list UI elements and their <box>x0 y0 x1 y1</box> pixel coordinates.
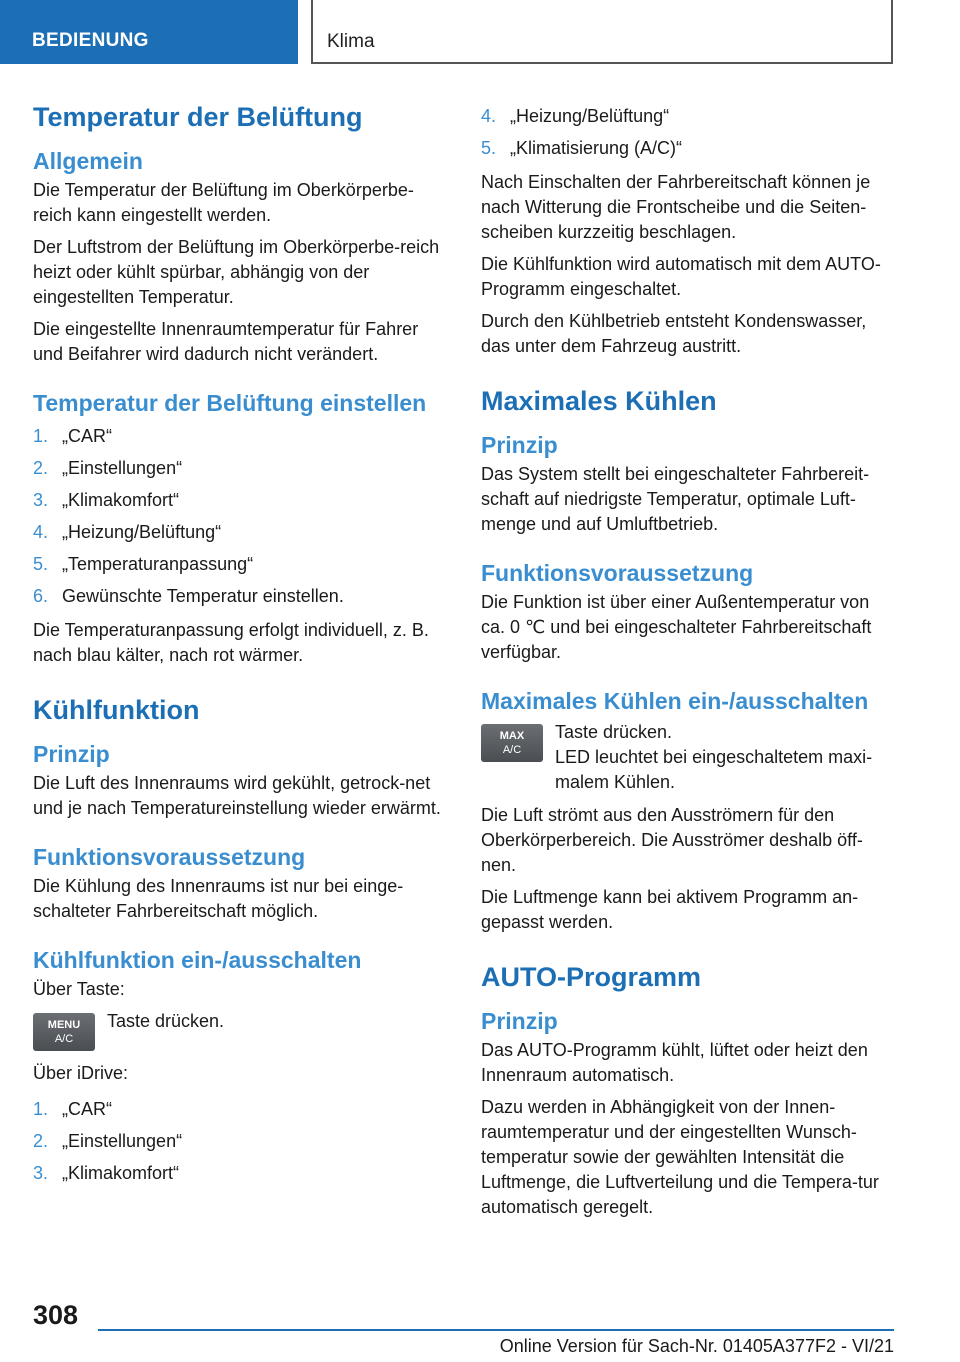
chapter-title: Klima <box>327 31 375 52</box>
page-number: 308 <box>33 1300 79 1330</box>
heading-allgemein: Allgemein <box>33 148 143 174</box>
heading-maximales-kuehlen: Maximales Kühlen <box>481 386 717 416</box>
paragraph: Die Luft strömt aus den Ausströmern für den Oberkörperbereich. Die Ausströmer deshalb öff-nen. <box>481 805 863 875</box>
paragraph: Das AUTO-Programm kühlt, lüftet oder heizt den Innenraum automatisch. <box>481 1040 868 1085</box>
heading-temperatur-belueftung: Temperatur der Belüftung <box>33 102 363 132</box>
steps-list-idrive <box>33 1093 447 1189</box>
paragraph: Dazu werden in Abhängigkeit von der Innen-raumtemperatur und der eingestellten Wunsch-temperatur sowie der gewählten Intensität die Luftmenge, die Luftverteilung und die Tempera-tur automatisch geregelt. <box>481 1097 879 1217</box>
paragraph: Der Luftstrom der Belüftung im Oberkörperbe-reich heizt oder kühlt spürbar, abhängig von der eingestellten Temperatur. <box>33 237 440 307</box>
heading-funktionsvoraussetzung: Funktionsvoraussetzung <box>481 560 754 586</box>
heading-kuehlfunktion-schalten: Kühlfunktion ein-/ausschalten <box>33 947 362 973</box>
heading-prinzip: Prinzip <box>481 432 558 458</box>
list-item: 2. „Einstellungen“ <box>33 1131 183 1151</box>
heading-einstellen: Temperatur der Belüftung einstellen <box>33 390 427 416</box>
paragraph: Die eingestellte Innenraumtemperatur für Fahrer und Beifahrer wird dadurch nicht verändert. <box>33 319 419 364</box>
heading-kuehlfunktion: Kühlfunktion <box>33 695 200 725</box>
online-version-text: Online Version für Sach-Nr. 01405A377F2 - VI/21 <box>499 1336 894 1356</box>
button-instruction-text: Taste drücken. <box>555 722 673 742</box>
button-instruction <box>33 1009 447 1053</box>
list-item: 4. „Heizung/Belüftung“ <box>481 106 670 126</box>
paragraph: Die Luft des Innenraums wird gekühlt, getrock-net und je nach Temperatureinstellung wieder erwärmt. <box>33 773 441 818</box>
list-item: 2. „Einstellungen“ <box>33 458 183 478</box>
paragraph: Das System stellt bei eingeschalteter Fahrbereit-schaft auf niedrigste Temperatur, optimale Luft-menge und auf Umluftbetrieb. <box>481 464 870 534</box>
heading-maximales-kuehlen-schalten: Maximales Kühlen ein-/ausschalten <box>481 688 869 714</box>
paragraph: Die Temperatur der Belüftung im Oberkörperbe-reich kann eingestellt werden. <box>33 180 414 225</box>
paragraph: Über Taste: <box>33 979 125 999</box>
right-column <box>481 100 895 1227</box>
led-text: LED leuchtet bei eingeschaltetem maxi-malem Kühlen. <box>555 747 873 792</box>
paragraph: Über iDrive: <box>33 1063 129 1083</box>
paragraph: Die Kühlfunktion wird automatisch mit dem AUTO-Programm eingeschaltet. <box>481 254 881 299</box>
button-instruction <box>481 720 895 795</box>
max-ac-button-icon: MAX A/C <box>481 724 543 762</box>
paragraph: Die Temperaturanpassung erfolgt individuell, z. B. nach blau kälter, nach rot wärmer. <box>33 620 429 665</box>
list-item: 5. „Temperaturanpassung“ <box>33 554 254 574</box>
left-column <box>33 100 447 1195</box>
header-section-tab <box>0 0 298 64</box>
paragraph: Die Funktion ist über einer Außentemperatur von ca. 0 ℃ und bei eingeschalteter Fahrbereitschaft verfügbar. <box>481 592 872 662</box>
list-item: 3. „Klimakomfort“ <box>33 1163 180 1183</box>
steps-list-continued <box>481 100 895 164</box>
footer-divider <box>98 1329 894 1331</box>
header-chapter-box <box>311 0 893 64</box>
heading-auto-programm: AUTO-Programm <box>481 962 702 992</box>
heading-prinzip: Prinzip <box>481 1008 558 1034</box>
paragraph: Die Luftmenge kann bei aktivem Programm an-gepasst werden. <box>481 887 859 932</box>
steps-list-einstellen <box>33 420 447 612</box>
section-title: BEDIENUNG <box>32 30 149 51</box>
list-item: 6. Gewünschte Temperatur einstellen. <box>33 586 344 606</box>
list-item: 4. „Heizung/Belüftung“ <box>33 522 222 542</box>
heading-prinzip: Prinzip <box>33 741 110 767</box>
list-item: 5. „Klimatisierung (A/C)“ <box>481 138 683 158</box>
menu-ac-button-icon: MENU A/C <box>33 1013 95 1051</box>
button-instruction-text: Taste drücken. <box>107 1011 225 1031</box>
paragraph: Nach Einschalten der Fahrbereitschaft können je nach Witterung die Frontscheibe und die Seiten-scheiben kurzzeitig beschlagen. <box>481 172 871 242</box>
list-item: 1. „CAR“ <box>33 426 112 446</box>
list-item: 3. „Klimakomfort“ <box>33 490 180 510</box>
paragraph: Die Kühlung des Innenraums ist nur bei einge-schalteter Fahrbereitschaft möglich. <box>33 876 404 921</box>
list-item: 1. „CAR“ <box>33 1099 112 1119</box>
paragraph: Durch den Kühlbetrieb entsteht Kondenswasser, das unter dem Fahrzeug austritt. <box>481 311 867 356</box>
heading-funktionsvoraussetzung: Funktionsvoraussetzung <box>33 844 306 870</box>
